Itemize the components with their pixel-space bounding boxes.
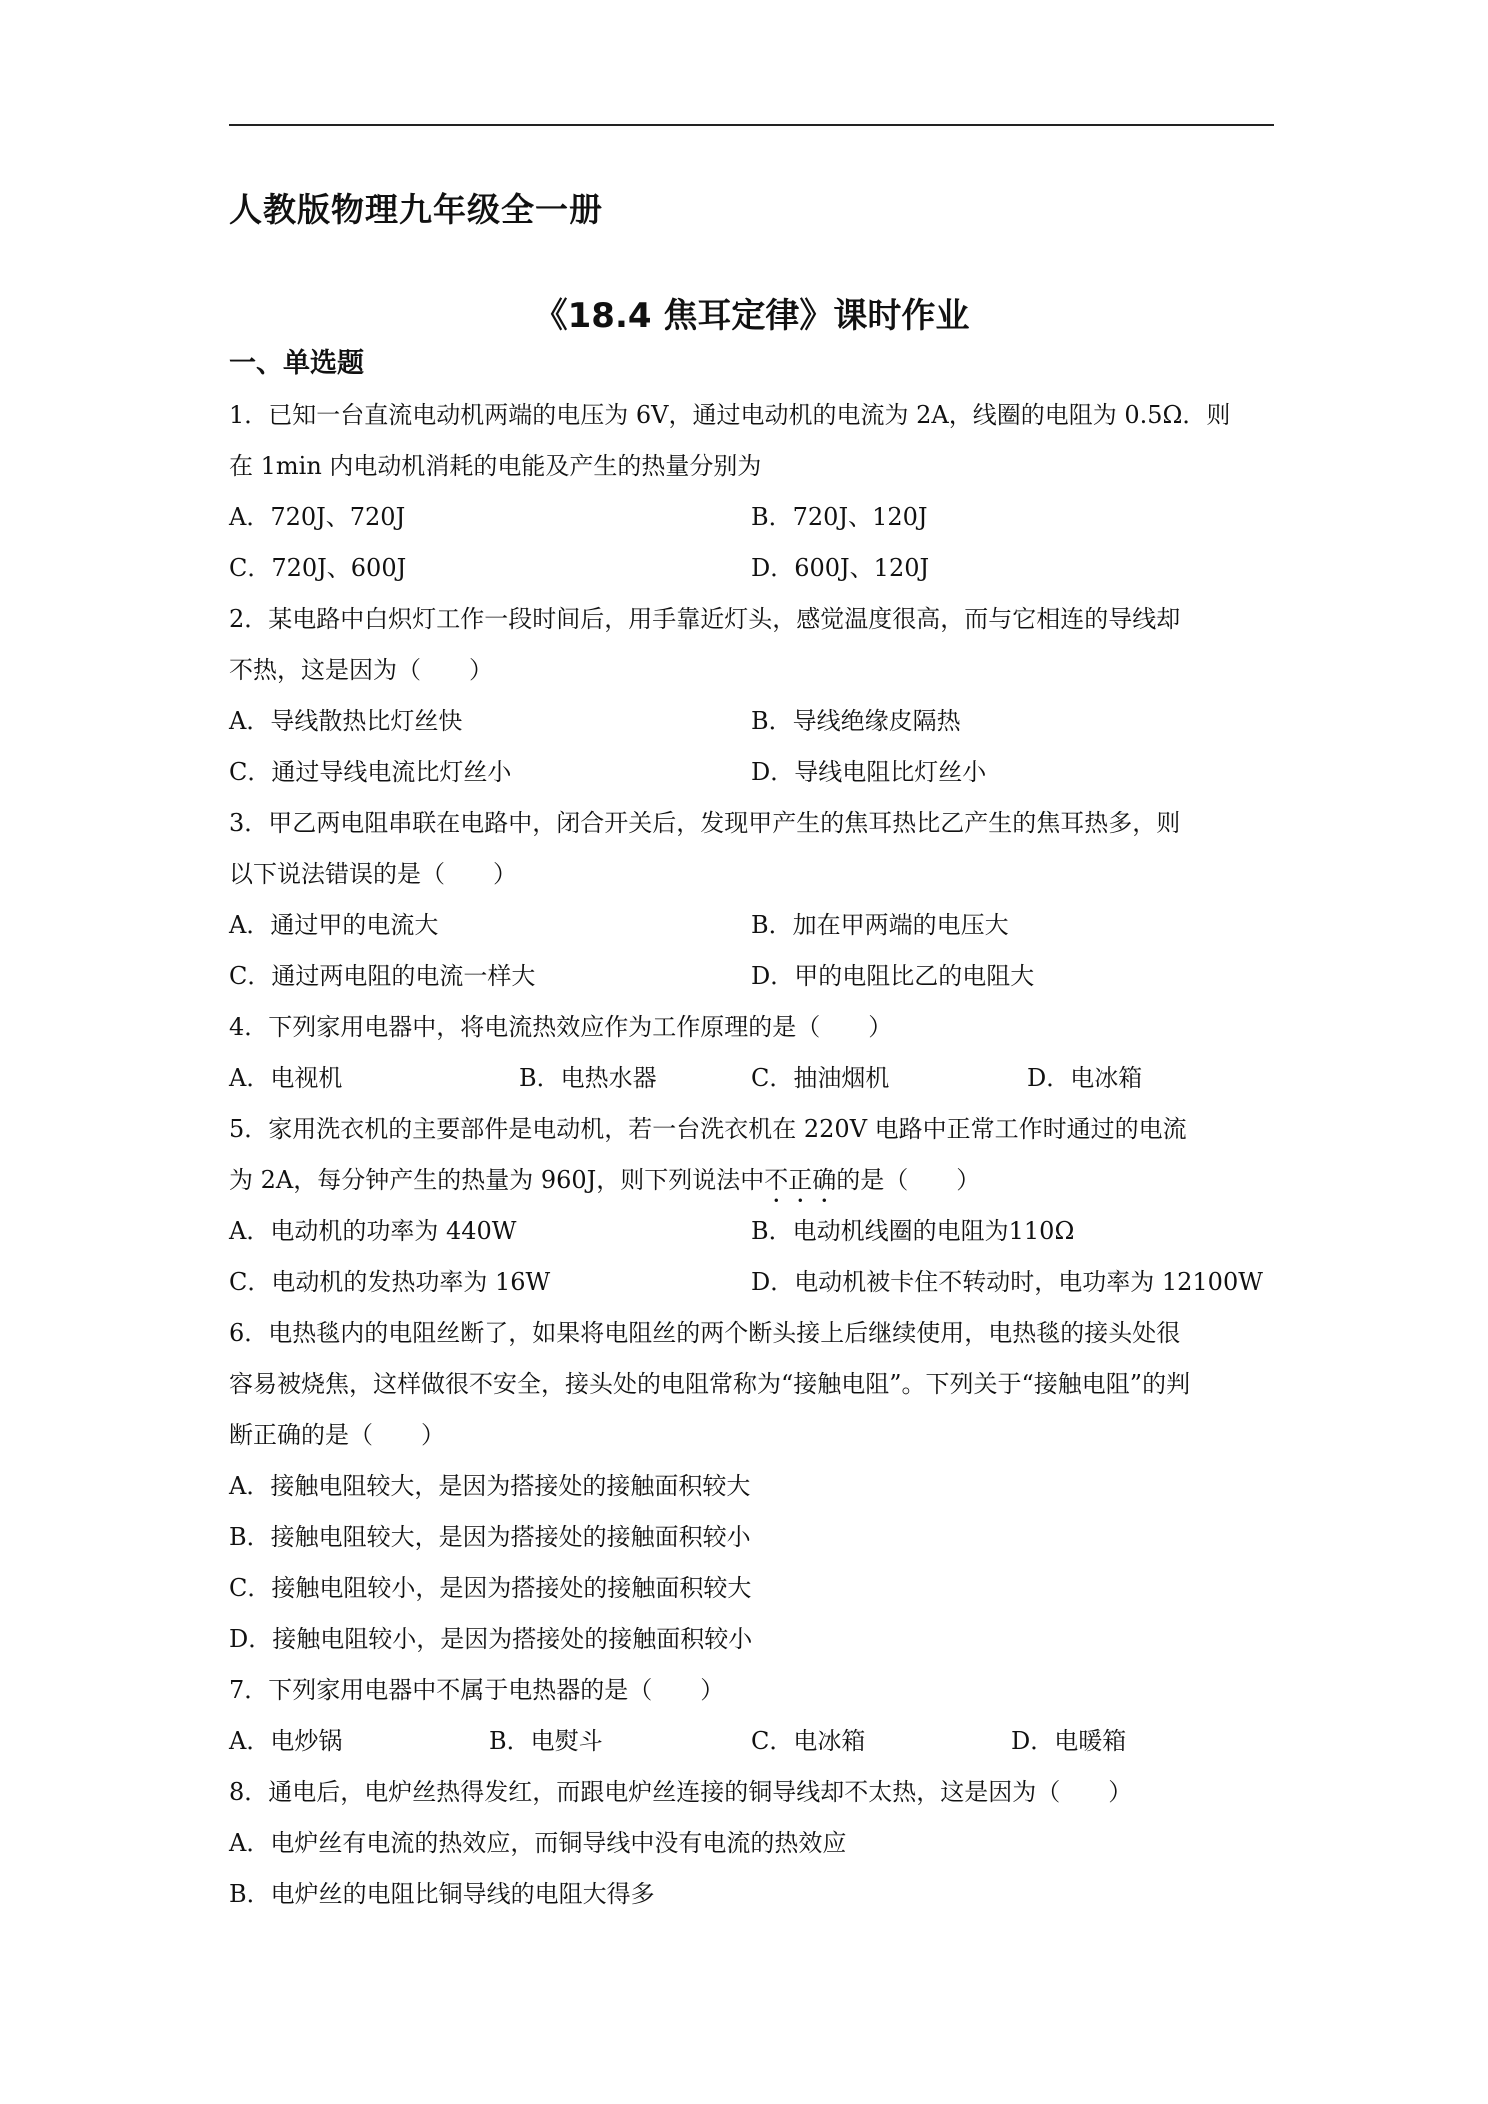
question-6-option-b: B．接触电阻较大，是因为搭接处的接触面积较小 xyxy=(229,1523,751,1551)
section-heading: 一、单选题 xyxy=(229,348,364,379)
question-5-stem-line-1: 5．家用洗衣机的主要部件是电动机，若一台洗衣机在 220V 电路中正常工作时通过的电流 xyxy=(229,1115,1187,1143)
question-1-stem-line-1: 1．已知一台直流电动机两端的电压为 6V，通过电动机的电流为 2A，线圈的电阻为 0.5Ω．则 xyxy=(229,401,1231,429)
question-2-option-d: D．导线电阻比灯丝小 xyxy=(751,758,987,786)
question-4-options-row xyxy=(229,1053,1274,1104)
question-1-options-row-1 xyxy=(229,492,1274,543)
question-6-stem-line-3: 断正确的是（ ） xyxy=(229,1421,445,1449)
question-7-option-b: B．电熨斗 xyxy=(489,1727,603,1755)
question-3-stem-line-1: 3．甲乙两电阻串联在电路中，闭合开关后，发现甲产生的焦耳热比乙产生的焦耳热多，则 xyxy=(229,809,1181,837)
question-5-option-d: D．电动机被卡住不转动时，电功率为 12100W xyxy=(751,1268,1263,1296)
question-4-option-d: D．电冰箱 xyxy=(1027,1064,1143,1092)
question-7-option-c: C．电冰箱 xyxy=(751,1727,866,1755)
question-2-stem-line-1: 2．某电路中白炽灯工作一段时间后，用手靠近灯头，感觉温度很高，而与它相连的导线却 xyxy=(229,605,1181,633)
question-2-option-b: B．导线绝缘皮隔热 xyxy=(751,707,961,735)
question-5-option-b: B．电动机线圈的电阻为110Ω xyxy=(751,1217,1075,1245)
question-7-option-d: D．电暖箱 xyxy=(1011,1727,1127,1755)
question-2-option-a: A．导线散热比灯丝快 xyxy=(229,707,463,735)
question-1-option-b: B．720J、120J xyxy=(751,503,928,531)
question-3-option-a: A．通过甲的电流大 xyxy=(229,911,439,939)
question-5-stem-post: 的是（ ） xyxy=(836,1166,981,1194)
question-1-options-row-2 xyxy=(229,543,1274,594)
question-4-stem-line-1: 4．下列家用电器中，将电流热效应作为工作原理的是（ ） xyxy=(229,1013,893,1041)
question-8-option-b: B．电炉丝的电阻比铜导线的电阻大得多 xyxy=(229,1880,655,1908)
question-2-options-row-2 xyxy=(229,747,1274,798)
question-2-stem-line-2: 不热，这是因为（ ） xyxy=(229,656,493,684)
question-6-option-c: C．接触电阻较小，是因为搭接处的接触面积较大 xyxy=(229,1574,752,1602)
question-3-option-d: D．甲的电阻比乙的电阻大 xyxy=(751,962,1035,990)
question-6-stem-line-1: 6．电热毯内的电阻丝断了，如果将电阻丝的两个断头接上后继续使用，电热毯的接头处很 xyxy=(229,1319,1181,1347)
question-6-option-a: A．接触电阻较大，是因为搭接处的接触面积较大 xyxy=(229,1472,751,1500)
question-4-option-c: C．抽油烟机 xyxy=(751,1064,890,1092)
question-8-option-a: A．电炉丝有电流的热效应，而铜导线中没有电流的热效应 xyxy=(229,1829,847,1857)
header-rule xyxy=(229,124,1274,126)
question-1-stem-line-2: 在 1min 内电动机消耗的电能及产生的热量分别为 xyxy=(229,452,762,480)
subject-heading: 人教版物理九年级全一册 xyxy=(229,190,603,229)
question-6-option-d: D．接触电阻较小，是因为搭接处的接触面积较小 xyxy=(229,1625,753,1653)
question-8-stem-line-1: 8．通电后，电炉丝热得发红，而跟电炉丝连接的铜导线却不太热，这是因为（ ） xyxy=(229,1778,1133,1806)
question-7-stem-line-1: 7．下列家用电器中不属于电热器的是（ ） xyxy=(229,1676,725,1704)
question-3-options-row-1 xyxy=(229,900,1274,951)
question-5-option-c: C．电动机的发热功率为 16W xyxy=(229,1268,551,1296)
question-6-stem-line-2: 容易被烧焦，这样做很不安全，接头处的电阻常称为“接触电阻”。下列关于“接触电阻”的判 xyxy=(229,1370,1191,1398)
question-5-stem-line-2 xyxy=(229,1155,1274,1206)
question-5-options-row-1 xyxy=(229,1206,1274,1257)
question-1-option-d: D．600J、120J xyxy=(751,554,930,582)
question-list xyxy=(229,390,1274,1920)
question-5-option-a: A．电动机的功率为 440W xyxy=(229,1217,517,1245)
question-2-option-c: C．通过导线电流比灯丝小 xyxy=(229,758,512,786)
question-7-option-a: A．电炒锅 xyxy=(229,1727,343,1755)
question-7-options-row xyxy=(229,1716,1274,1767)
question-2-options-row-1 xyxy=(229,696,1274,747)
question-4-option-b: B．电热水器 xyxy=(519,1064,657,1092)
question-3-option-c: C．通过两电阻的电流一样大 xyxy=(229,962,536,990)
question-5-stem-pre: 为 2A，每分钟产生的热量为 960J，则下列说法中 xyxy=(229,1166,765,1194)
question-5-options-row-2 xyxy=(229,1257,1274,1308)
question-3-options-row-2 xyxy=(229,951,1274,1002)
question-1-option-a: A．720J、720J xyxy=(229,503,406,531)
question-3-stem-line-2: 以下说法错误的是（ ） xyxy=(229,860,517,888)
question-1-option-c: C．720J、600J xyxy=(229,554,407,582)
question-4-option-a: A．电视机 xyxy=(229,1064,343,1092)
question-3-option-b: B．加在甲两端的电压大 xyxy=(751,911,1009,939)
question-5-stem-emphasis: 不正确 xyxy=(764,1166,837,1194)
page-title: 《18.4 焦耳定律》课时作业 xyxy=(533,296,970,336)
